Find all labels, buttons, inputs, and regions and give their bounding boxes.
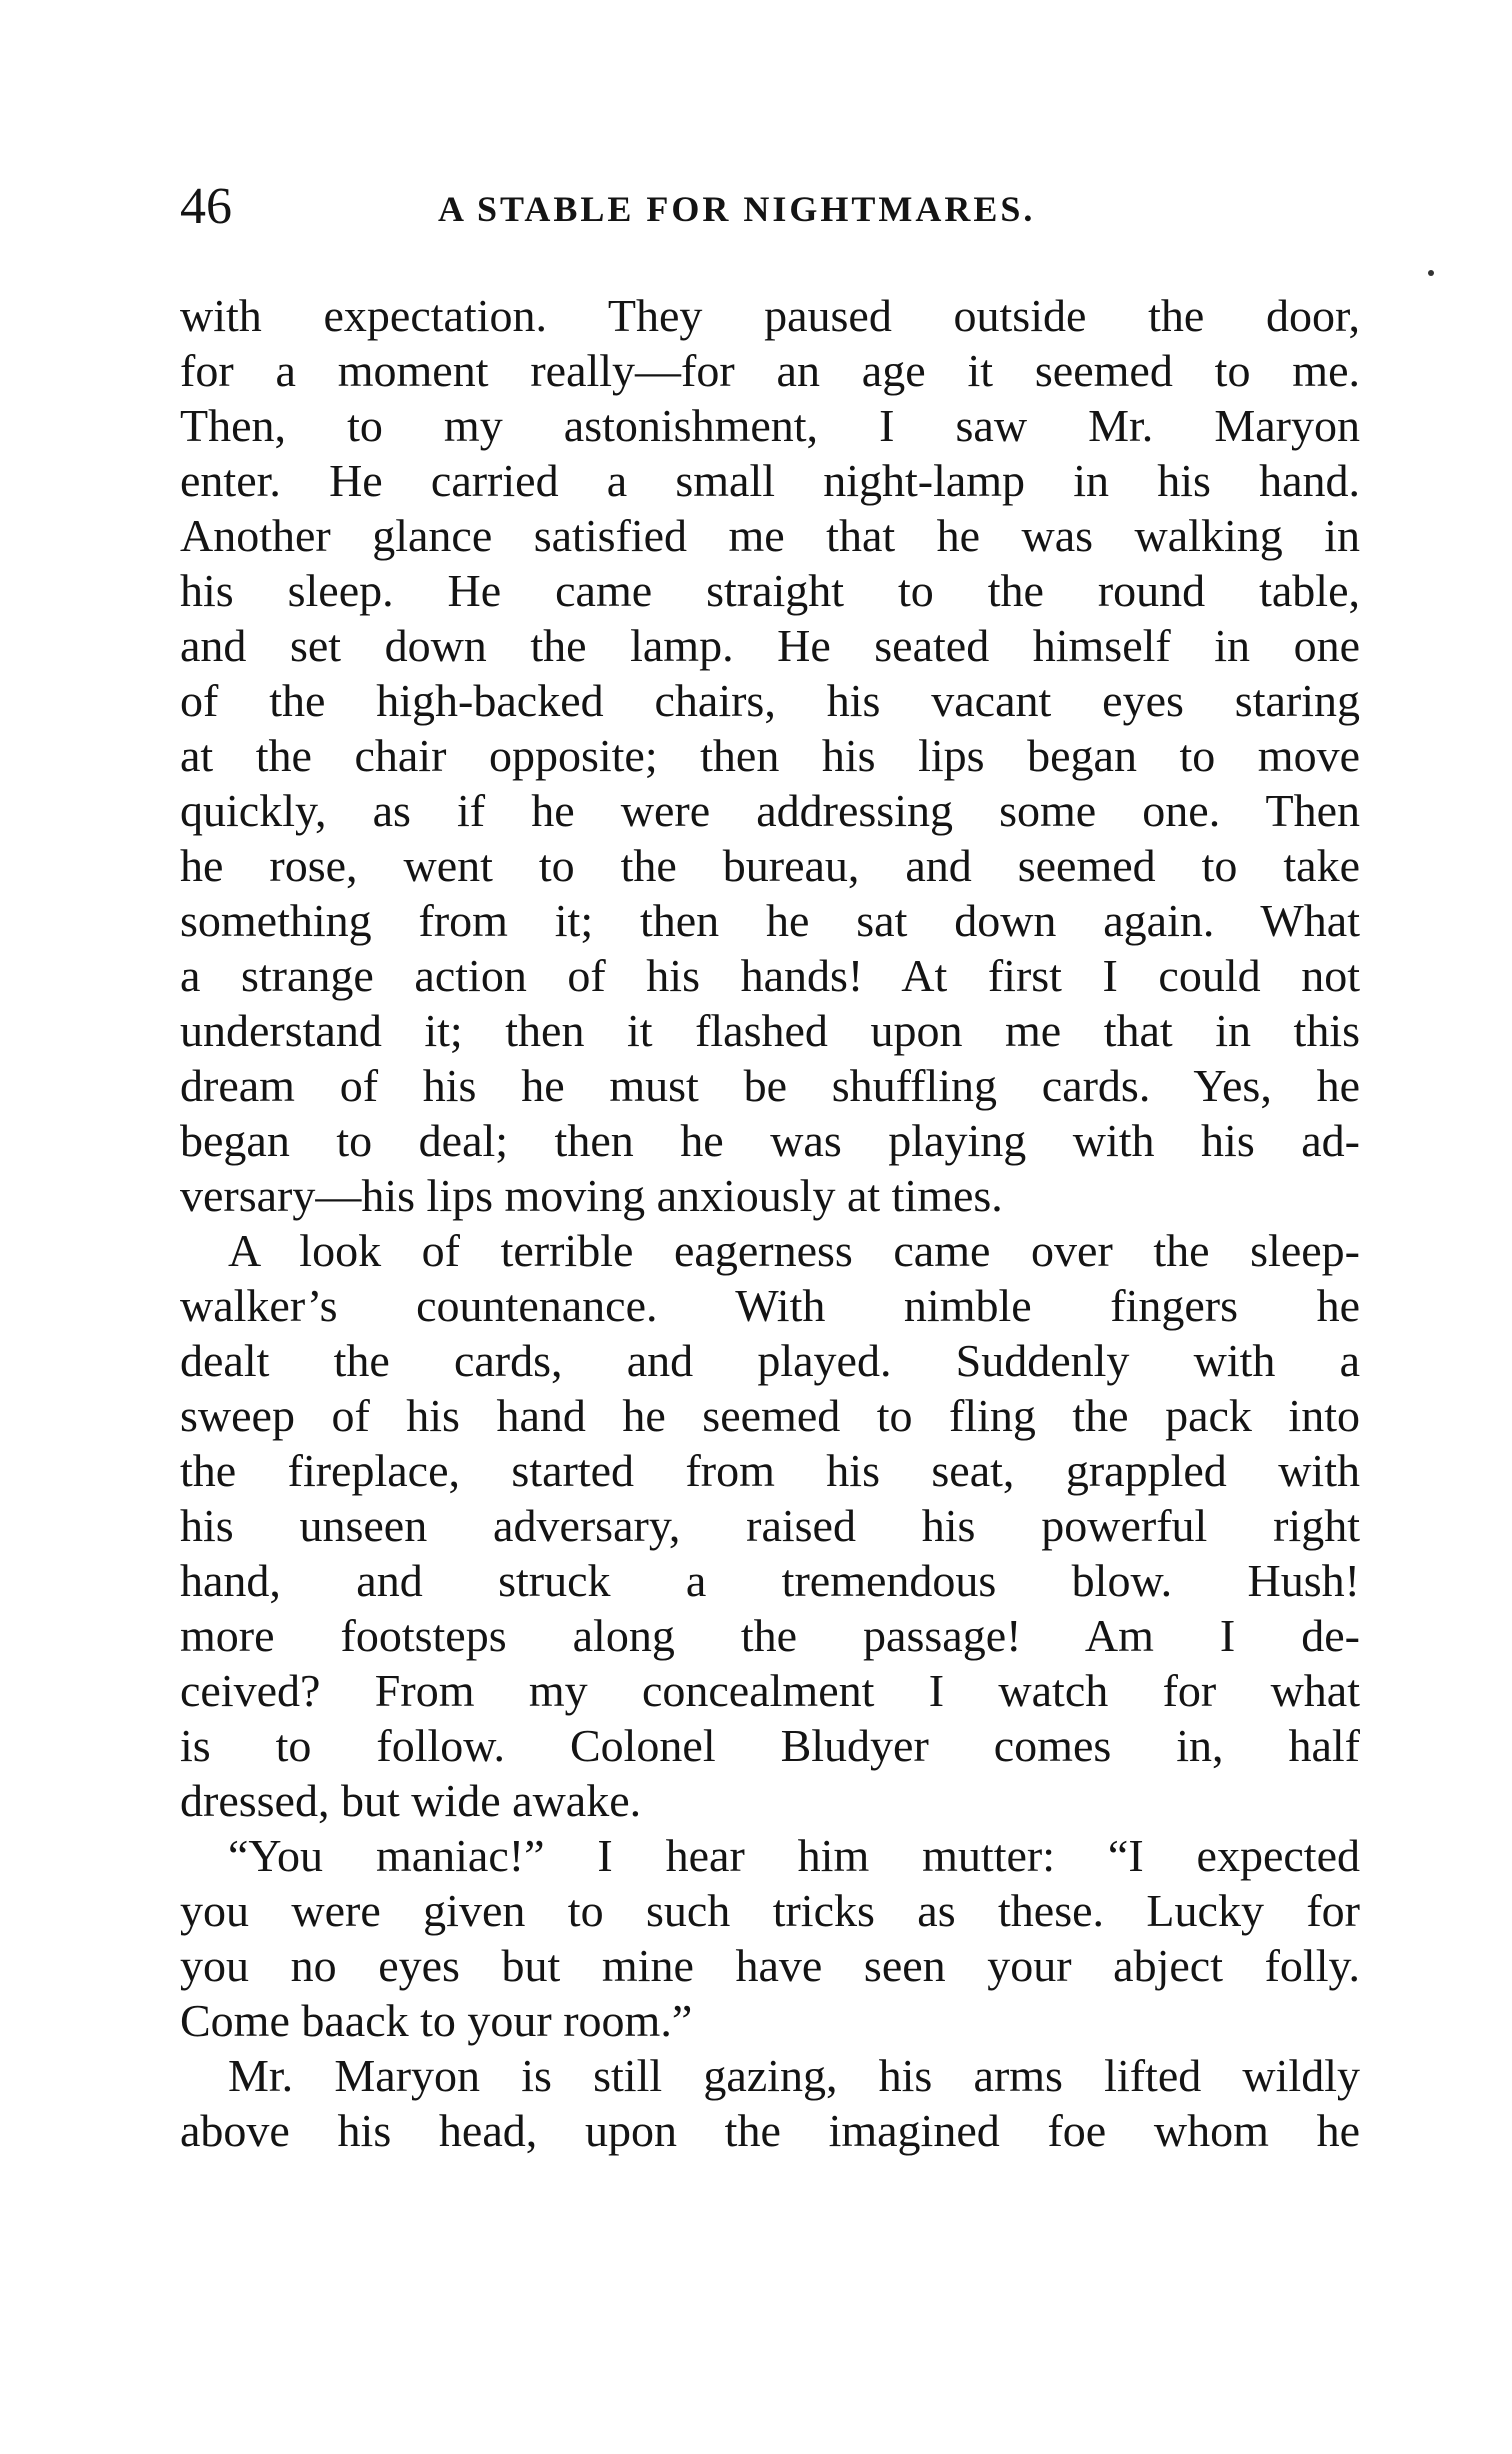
text-line: “You maniac!” I hear him mutter: “I expected xyxy=(228,1830,1360,1881)
text-line: Come baack to your room.” xyxy=(180,1995,693,2046)
text-line: at the chair opposite; then his lips began to move xyxy=(180,730,1360,781)
text-line: Mr. Maryon is still gazing, his arms lifted wildly xyxy=(228,2050,1360,2101)
text-line: dressed, but wide awake. xyxy=(180,1775,642,1826)
running-head xyxy=(180,172,1360,242)
running-title: A STABLE FOR NIGHTMARES. xyxy=(438,189,1036,229)
text-line: for a moment really—for an age it seemed to me. xyxy=(180,345,1360,396)
text-line: of the high-backed chairs, his vacant eyes staring xyxy=(180,675,1360,726)
text-line: you no eyes but mine have seen your abject folly. xyxy=(180,1940,1360,1991)
text-line: quickly, as if he were addressing some one. Then xyxy=(180,785,1360,836)
text-line: sweep of his hand he seemed to fling the pack into xyxy=(180,1390,1360,1441)
page-number: 46 xyxy=(180,178,232,235)
text-line: began to deal; then he was playing with his ad- xyxy=(180,1115,1360,1166)
text-line: ceived? From my concealment I watch for what xyxy=(180,1665,1360,1716)
text-line: he rose, went to the bureau, and seemed to take xyxy=(180,840,1360,891)
text-line: A look of terrible eagerness came over the sleep- xyxy=(228,1225,1360,1276)
text-line: enter. He carried a small night-lamp in his hand. xyxy=(180,455,1360,506)
text-line: and set down the lamp. He seated himself in one xyxy=(180,620,1360,671)
text-line: walker’s countenance. With nimble fingers he xyxy=(180,1280,1360,1331)
text-line: dream of his he must be shuffling cards. Yes, he xyxy=(180,1060,1360,1111)
ink-speck xyxy=(1428,270,1434,276)
text-line: Then, to my astonishment, I saw Mr. Maryon xyxy=(180,400,1360,451)
text-line: understand it; then it flashed upon me that in this xyxy=(180,1005,1360,1056)
text-line: a strange action of his hands! At first I could not xyxy=(180,950,1360,1001)
text-line: hand, and struck a tremendous blow. Hush! xyxy=(180,1555,1360,1606)
text-line: his sleep. He came straight to the round table, xyxy=(180,565,1360,616)
text-line: something from it; then he sat down again. What xyxy=(180,895,1360,946)
text-line: above his head, upon the imagined foe whom he xyxy=(180,2105,1360,2156)
text-line: is to follow. Colonel Bludyer comes in, half xyxy=(180,1720,1360,1771)
text-line: more footsteps along the passage! Am I de- xyxy=(180,1610,1360,1661)
text-line: the fireplace, started from his seat, grappled with xyxy=(180,1445,1360,1496)
text-line: dealt the cards, and played. Suddenly with a xyxy=(180,1335,1360,1386)
body-text xyxy=(180,288,1360,2158)
text-line: versary—his lips moving anxiously at times. xyxy=(180,1170,1003,1221)
text-line: his unseen adversary, raised his powerful right xyxy=(180,1500,1360,1551)
text-line: Another glance satisfied me that he was walking in xyxy=(180,510,1360,561)
text-line: you were given to such tricks as these. Lucky for xyxy=(180,1885,1360,1936)
text-line: with expectation. They paused outside the door, xyxy=(180,290,1360,341)
